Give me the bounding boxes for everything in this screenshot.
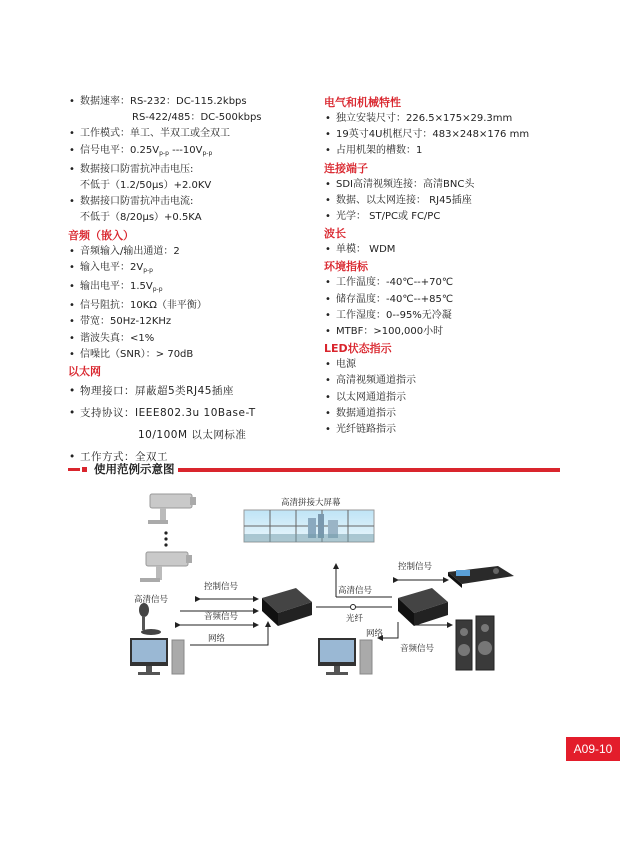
signal-level-text: 信号电平：0.25V — [80, 144, 160, 156]
led-fiber-item: • 光纤链路指示 — [324, 422, 574, 438]
wavelength-section-title: 波长 — [324, 227, 346, 241]
data-rate-item — [68, 94, 313, 110]
banner-right-bar — [178, 468, 560, 472]
env-section-title: 环境指标 — [324, 260, 368, 274]
banner-left-bar — [68, 468, 80, 471]
hd-signal-left-label: 高清信号 — [134, 595, 169, 605]
work-mode-item: • 工作模式：单工、半双工或全双工 — [68, 126, 313, 142]
snr-item: • 信噪比（SNR）：> 70dB — [68, 347, 313, 363]
diagram-drawing — [0, 480, 620, 695]
diagram-title: 使用范例示意图 — [94, 462, 175, 476]
signal-level-sub2: p-p — [202, 149, 213, 157]
camera-top-icon — [148, 494, 196, 524]
network-right-label: 网络 — [366, 629, 384, 639]
op-temp-item: • 工作温度：-40℃--+70℃ — [324, 275, 574, 291]
audio-section-title: 音频（嵌入） — [68, 228, 134, 242]
surge-voltage-item: • 数据接口防雷抗冲击电压: — [68, 162, 313, 178]
sdi-item: • SDI高清视频连接：高清BNC头 — [324, 177, 574, 193]
singlemode-item: • 单模： WDM — [324, 242, 574, 258]
signal-level-mid: ---10V — [168, 144, 203, 156]
ethernet-section-title: 以太网 — [68, 365, 101, 379]
led-section-title: LED状态指示 — [324, 342, 392, 356]
eth-protocol-item: • 支持协议：IEEE802.3u 10Base-T — [68, 402, 313, 424]
data-rate-label: 数据速率： — [80, 96, 130, 107]
led-power-item: • 电源 — [324, 357, 574, 373]
banner-square — [82, 467, 87, 472]
signal-level-sub: p-p — [159, 149, 169, 157]
data-rate-rs232: RS-232：DC-115.2kbps — [130, 96, 247, 107]
output-level-text: 输出电平：1.5V — [80, 281, 153, 293]
optical-item: • 光学： ST/PC或 FC/PC — [324, 209, 574, 225]
eth-port-item: • 物理接口：屏蔽超5类RJ45插座 — [68, 380, 313, 402]
converter-left-icon — [262, 588, 312, 626]
connector-section-title: 连接端子 — [324, 161, 368, 175]
audio-signal-right-label: 音频信号 — [400, 644, 435, 654]
input-level-text: 输入电平：2V — [80, 261, 144, 273]
left-spec-column — [68, 94, 313, 468]
usage-diagram — [0, 480, 620, 695]
diagram-banner — [68, 462, 560, 476]
data-eth-item: • 数据、以太网连接： RJ45插座 — [324, 193, 574, 209]
input-level-item — [68, 260, 313, 279]
mtbf-item: • MTBF：>100,000小时 — [324, 324, 574, 340]
computer-right-icon — [318, 638, 372, 675]
keyboard-controller-icon — [448, 566, 514, 588]
mech-section-title: 电气和机械特性 — [324, 96, 401, 109]
led-video-item: • 高清视频通道指示 — [324, 373, 574, 389]
video-wall-icon — [244, 510, 374, 542]
audio-signal-left-label: 音频信号 — [204, 612, 239, 622]
output-level-sub: p-p — [152, 286, 163, 294]
network-left-label: 网络 — [208, 634, 226, 644]
camera-bottom-icon — [140, 552, 192, 582]
input-level-sub: p-p — [143, 266, 153, 274]
computer-left-icon — [130, 638, 184, 675]
size-item: • 独立安装尺寸：226.5×175×29.3mm — [324, 111, 574, 127]
impedance-item: • 信号阻抗：10KΩ（非平衡） — [68, 298, 313, 314]
surge-current-value: 不低于（8/20μs）+0.5KA — [80, 212, 202, 224]
storage-temp-item: • 储存温度：-40℃--+85℃ — [324, 292, 574, 308]
bandwidth-item: • 带宽：50Hz-12KHz — [68, 314, 313, 330]
control-signal-left-label: 控制信号 — [204, 582, 239, 592]
humidity-item: • 工作湿度：0--95%无冷凝 — [324, 308, 574, 324]
distortion-item: • 谐波失真：<1% — [68, 331, 313, 347]
eth-mode-item: • 工作方式：全双工 — [68, 446, 313, 468]
hd-signal-right-label: 高清信号 — [338, 586, 373, 596]
right-spec-column — [324, 94, 574, 438]
ellipsis-dots-icon — [164, 531, 167, 546]
speakers-icon — [456, 616, 494, 670]
microphone-icon — [139, 603, 161, 635]
rack-item: • 19英寸4U机框尺寸：483×248×176 mm — [324, 127, 574, 143]
control-signal-right-label: 控制信号 — [398, 562, 433, 572]
page-number-tab: A09-10 — [566, 737, 620, 761]
slots-item: • 占用机架的槽数：1 — [324, 143, 574, 159]
led-data-item: • 数据通道指示 — [324, 406, 574, 422]
converter-right-icon — [398, 588, 448, 626]
data-rate-rs485: RS-422/485：DC-500kbps — [132, 112, 262, 124]
video-wall-label: 高清拼接大屏幕 — [281, 498, 341, 508]
fiber-label: 光纤 — [346, 614, 364, 624]
output-level-item — [68, 279, 313, 298]
eth-protocol-cont: 10/100M 以太网标准 — [138, 429, 247, 442]
led-eth-item: • 以太网通道指示 — [324, 390, 574, 406]
signal-level-item — [68, 143, 313, 162]
audio-channel-item: • 音频输入/输出通道：2 — [68, 244, 313, 260]
surge-current-item: • 数据接口防雷抗冲击电流: — [68, 194, 313, 210]
surge-voltage-value: 不低于（1.2/50μs）+2.0KV — [80, 180, 212, 192]
